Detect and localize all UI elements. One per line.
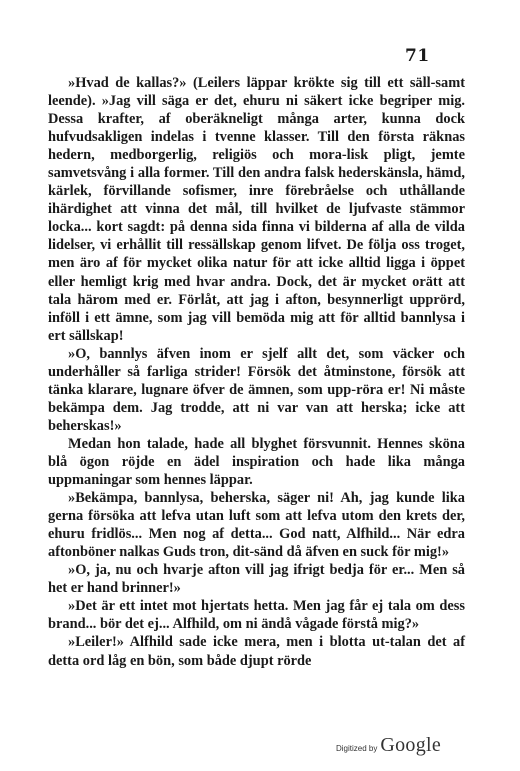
body-text [48, 74, 465, 670]
paragraph: »Det är ett intet mot hjertats hetta. Men jag får ej tala om dess brand... bör det ej... Alfhild, om ni ändå vågade förstå mig?» [48, 598, 465, 633]
paragraph: »Hvad de kallas?» (Leilers läppar krökte sig till ett säll-samt leende). »Jag vill säga er det, ehuru ni säkert icke begriper mig. Dessa krafter, af oberäkneligt många arter, kunna dock hufvudsakligen indelas i tvenne klasser. Till den första räknas hedern, medborgerlig, religiös och mora-lisk pligt, jemte samvetsvång i alla former. Till den andra falsk hederskänsla, hämd, kärlek, förvillande sofismer, inre förebråelse och uthållande ihärdighet att vinna det mål, till hvilket de ljufvaste stämmor locka... kort sagdt: på denna sida finna vi bilderna af alla de vilda lidelser, vi erhållit till ressällskap genom lifvet. De följa oss troget, men äro af för mycket olika natur för att icke alltid ligga i öppet eller hemligt krig med hvar andra. Dock, det är mycket orätt att tala härom med er. Förlåt, att jag i afton, besynnerligt upprörd, inföll i ett ämne, som jag vill bemöda mig att för alltid bannlysa i ert sällskap! [48, 75, 465, 344]
paragraph: »Leiler!» Alfhild sade icke mera, men i blotta ut-talan det af detta ord låg en bön, som både djupt rörde [48, 634, 465, 669]
paragraph: »O, ja, nu och hvarje afton vill jag ifrigt bedja för er... Men så het er hand brinner!» [48, 562, 465, 597]
paragraph: Medan hon talade, hade all blyghet försvunnit. Hennes sköna blå ögon röjde en ädel inspiration och hade lika många uppmaningar som hennes läppar. [48, 435, 465, 489]
digitized-watermark [336, 734, 441, 757]
watermark-prefix: Digitized by [336, 744, 378, 753]
paragraph: »Bekämpa, bannlysa, beherska, säger ni! Ah, jag kunde lika gerna försöka att lefva utan luft som att lefva utom den krets der, ehuru fridlös... Men nog af detta... God natt, Alfhild... När edra aftonböner nalkas Guds tron, dit-sänd då äfven en suck för mig!» [48, 490, 465, 561]
paragraph: »O, bannlys äfven inom er sjelf allt det, som väcker och underhåller så farliga strider! Försök det åtminstone, försök att tänka klarare, lugnare öfver de ämnen, som upp-röra er! Ni måste bekämpa dem. Jag trodde, att ni var van att herska; icke att beherskas!» [48, 345, 465, 434]
page-number: 71 [405, 46, 430, 66]
google-logo: Google [380, 734, 442, 756]
